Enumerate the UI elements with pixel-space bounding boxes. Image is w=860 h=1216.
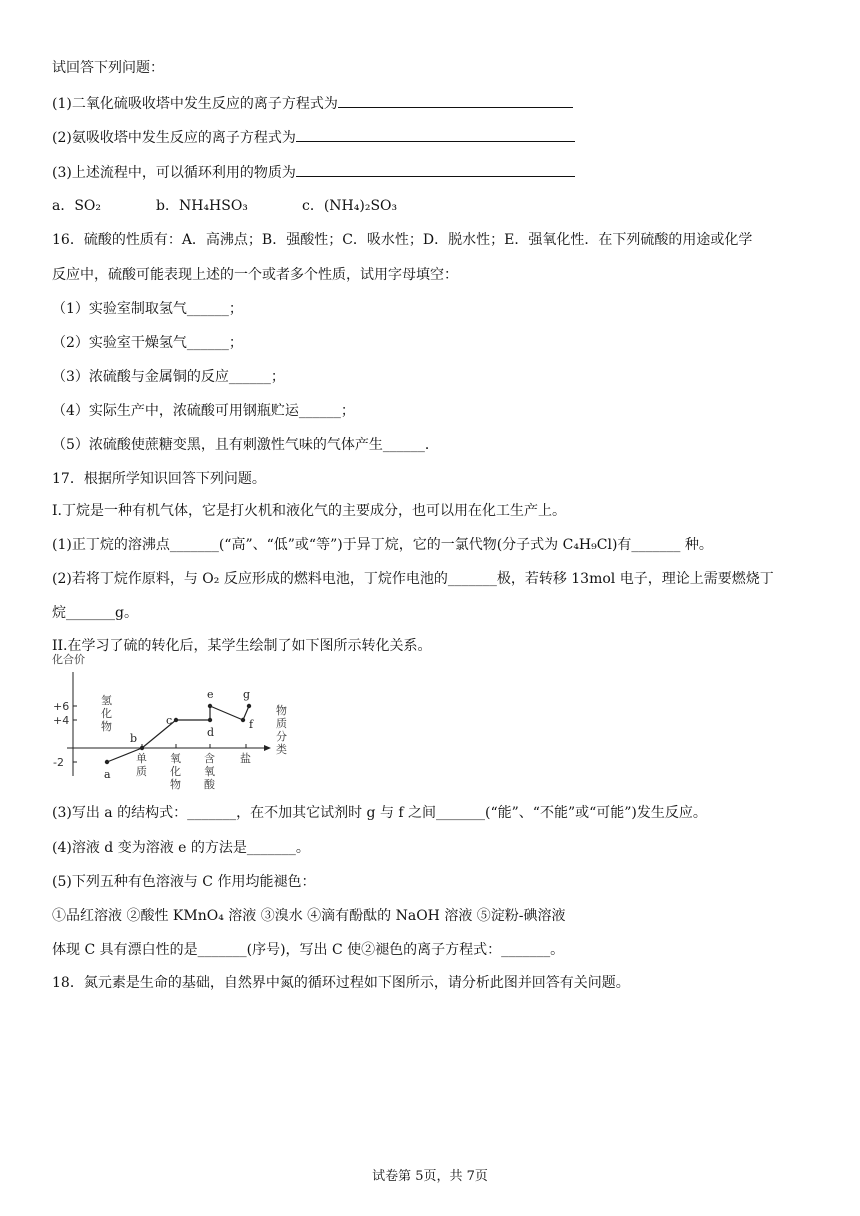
q16-1: （1）实验室制取氢气______；: [52, 301, 243, 317]
answer-blank[interactable]: [296, 162, 575, 177]
q17-5: (5)下列五种有色溶液与 C 作用均能褪色：: [52, 874, 316, 890]
q17-2b: 烷_______g。: [52, 605, 138, 621]
answer-blank[interactable]: [338, 93, 573, 108]
q17-3: (3)写出 a 的结构式：_______，在不加其它试剂时 g 与 f 之间_______(“能”、“不能”或“可能”)发生反应。: [52, 805, 707, 821]
x-tick-label: 氧化物: [170, 752, 181, 791]
point-label-g: g: [243, 688, 251, 701]
q17-title: 17．根据所学知识回答下列问题。: [52, 471, 266, 487]
y-tick-label: -2: [53, 756, 64, 769]
q17-5-ask: 体现 C 具有漂白性的是_______(序号)，写出 C 使②褪色的离子方程式：_______。: [52, 942, 565, 958]
point-c: [174, 718, 178, 722]
q16-stem-2: 反应中，硫酸可能表现上述的一个或者多个性质，试用字母填空：: [52, 267, 458, 283]
q16-5: （5）浓硫酸使蔗糖变黑，且有刺激性气味的气体产生______．: [52, 437, 439, 453]
valence-chart: [52, 652, 292, 791]
answer-blank[interactable]: [296, 127, 575, 142]
y-tick-label: +4: [53, 714, 70, 727]
q17-5-list: ①品红溶液 ②酸性 KMnO₄ 溶液 ③溴水 ④滴有酚酞的 NaOH 溶液 ⑤淀粉-碘溶液: [52, 908, 566, 924]
q17-part-II: II.在学习了硫的转化后，某学生绘制了如下图所示转化关系。: [52, 638, 432, 654]
q16-3: （3）浓硫酸与金属铜的反应______；: [52, 369, 285, 385]
q16-2: （2）实验室干燥氢气______；: [52, 335, 243, 351]
page-footer: 试卷第 5页，共 7页: [372, 1169, 488, 1184]
q17-4: (4)溶液 d 变为溶液 e 的方法是_______。: [52, 840, 310, 856]
point-label-d: d: [207, 726, 215, 739]
x-tick-label: 单质: [136, 752, 147, 778]
point-label-e: e: [207, 688, 214, 701]
hydride-label: 氢化物: [101, 694, 112, 733]
x-tick-label: 含氧酸: [204, 752, 215, 791]
point-g: [247, 704, 251, 708]
q16-stem-1: 16．硫酸的性质有：A．高沸点；B．强酸性；C．吸水性；D．脱水性；E．强氧化性．在下列硫酸的用途或化学: [52, 232, 753, 248]
option-c: c．(NH₄)₂SO₃: [302, 198, 398, 214]
point-e: [208, 704, 212, 708]
point-f: [241, 718, 245, 722]
q17-part-I: I.丁烷是一种有机气体，它是打火机和液化气的主要成分，也可以用在化工生产上。: [52, 503, 566, 519]
option-b: b．NH₄HSO₃: [156, 198, 248, 214]
q15-options: [52, 196, 397, 216]
point-label-f: f: [249, 718, 254, 731]
connector-line: [210, 706, 243, 720]
point-b: [140, 746, 144, 750]
x-tick-label: 盐: [240, 752, 251, 765]
q17-1: (1)正丁烷的溶沸点_______(“高”、“低”或“等”)于异丁烷，它的一氯代物(分子式为 C₄H₉Cl)有_______ 种。: [52, 537, 713, 553]
x-axis-arrow: [264, 745, 271, 751]
q16-4: （4）实际生产中，浓硫酸可用钢瓶贮运______；: [52, 403, 355, 419]
point-label-c: c: [166, 714, 173, 727]
q18: 18．氮元素是生命的基础，自然界中氮的循环过程如下图所示，请分析此图并回答有关问题。: [52, 975, 630, 991]
option-a: a．SO₂: [52, 198, 102, 214]
point-d: [208, 718, 212, 722]
q17-2a: (2)若将丁烷作原料，与 O₂ 反应形成的燃料电池，丁烷作电池的_______极，若转移 13mol 电子，理论上需要燃烧丁: [52, 571, 774, 587]
point-a: [105, 760, 109, 764]
q15-2: (2)氨吸收塔中发生反应的离子方程式为: [52, 127, 575, 148]
point-label-a: a: [104, 768, 111, 781]
question-intro: 试回答下列问题：: [52, 60, 164, 76]
point-label-b: b: [130, 732, 138, 745]
q15-3: (3)上述流程中，可以循环利用的物质为: [52, 162, 575, 183]
q15-1: (1)二氧化硫吸收塔中发生反应的离子方程式为: [52, 93, 573, 114]
x-axis-label: 物质分类: [276, 704, 287, 756]
y-axis-label: 化合价: [52, 653, 85, 666]
y-tick-label: +6: [53, 700, 70, 713]
